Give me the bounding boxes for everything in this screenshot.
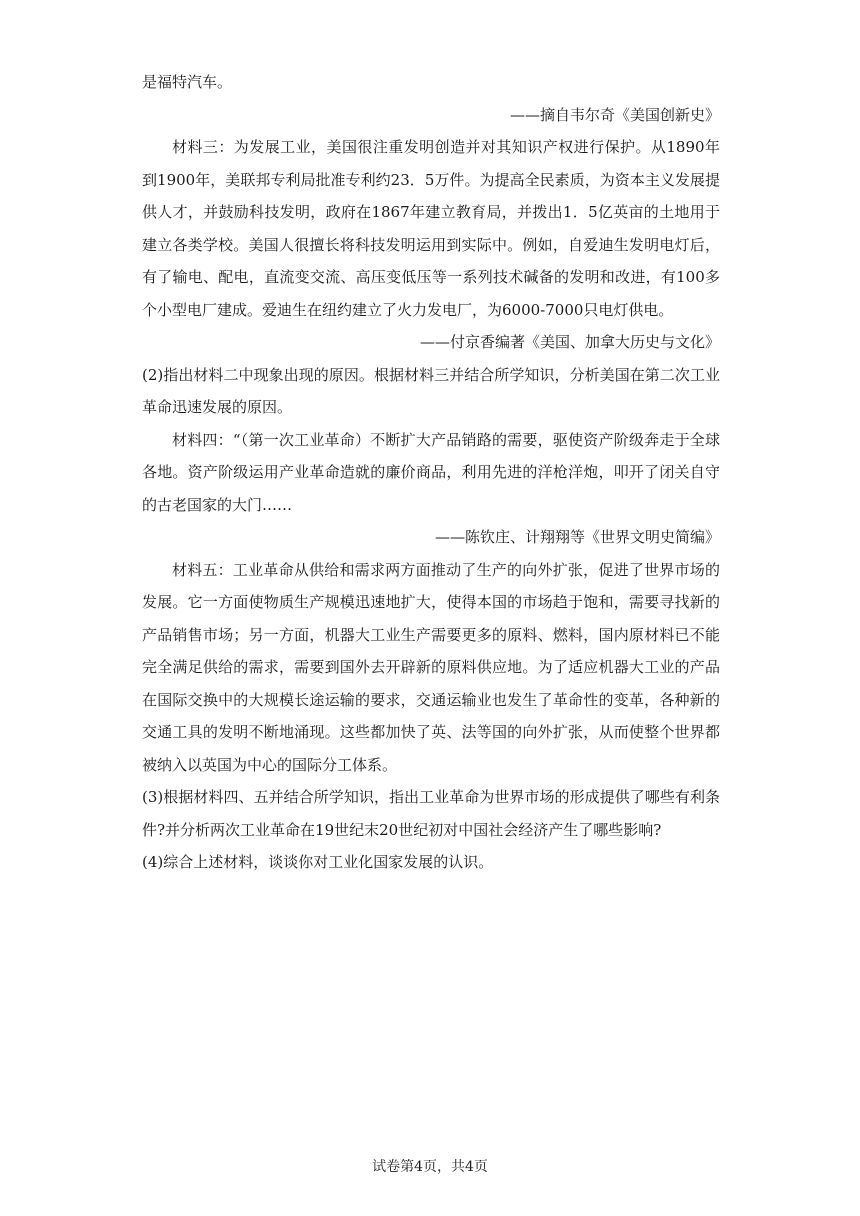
page-footer: 试卷第4页，共4页 bbox=[372, 1159, 488, 1175]
material-4-paragraph: 材料四：“（第一次工业革命）不断扩大产品销路的需要，驱使资产阶级奔走于全球各地。资产阶级运用产业革命造就的廉价商品，利用先进的洋枪洋炮，叩开了闭关自守的古老国家的大门…… bbox=[142, 430, 720, 514]
source-citation-3: ——陈钦庄、计翔翔等《世界文明史简编》 bbox=[434, 528, 720, 546]
question-4: (4)综合上述材料，谈谈你对工业化国家发展的认识。 bbox=[142, 853, 494, 871]
source-citation-2: ——付京香编著《美国、加拿大历史与文化》 bbox=[419, 333, 720, 351]
material-3-paragraph: 材料三：为发展工业，美国很注重发明创造并对其知识产权进行保护。从1890年到1900年，美联邦专利局批准专利约23．5万件。为提高全民素质，为资本主义发展提供人才，并鼓励科技发明，政府在1867年建立教育局，并拨出1．5亿英亩的土地用于建立各类学校。美国人很擅长将科技发明运用到实际中。例如，自爱迪生发明电灯后，有了输电、配电，直流变交流、高压变低压等一系列技术碱备的发明和改进，有100多个小型电厂建成。爱迪生在纽约建立了火力发电厂，为6000-7000只电灯供电。 bbox=[142, 138, 720, 319]
material-5-paragraph: 材料五：工业革命从供给和需求两方面推动了生产的向外扩张，促进了世界市场的发展。它一方面使物质生产规模迅速地扩大，使得本国的市场趋于饱和，需要寻找新的产品销售市场；另一方面，机器大工业生产需要更多的原料、燃料，国内原材料已不能完全满足供给的需求，需要到国外去开辟新的原料供应地。为了适应机器大工业的产品在国际交换中的大规模长途运输的要求，交通运输业也发生了革命性的变革，各种新的交通工具的发明不断地涌现。这些都加快了英、法等国的向外扩张，从而使整个世界都被纳入以英国为中心的国际分工体系。 bbox=[142, 560, 720, 774]
intro-line: 是福特汽车。 bbox=[142, 73, 233, 91]
question-2: (2)指出材料二中现象出现的原因。根据材料三并结合所学知识，分析美国在第二次工业革命迅速发展的原因。 bbox=[142, 365, 720, 416]
page-content bbox=[142, 66, 720, 879]
source-citation-1: ——摘自韦尔奇《美国创新史》 bbox=[509, 105, 720, 124]
question-3: (3)根据材料四、五并结合所学知识，指出工业革命为世界市场的形成提供了哪些有利条件?并分析两次工业革命在19世纪末20世纪初对中国社会经济产生了哪些影响? bbox=[142, 788, 720, 839]
